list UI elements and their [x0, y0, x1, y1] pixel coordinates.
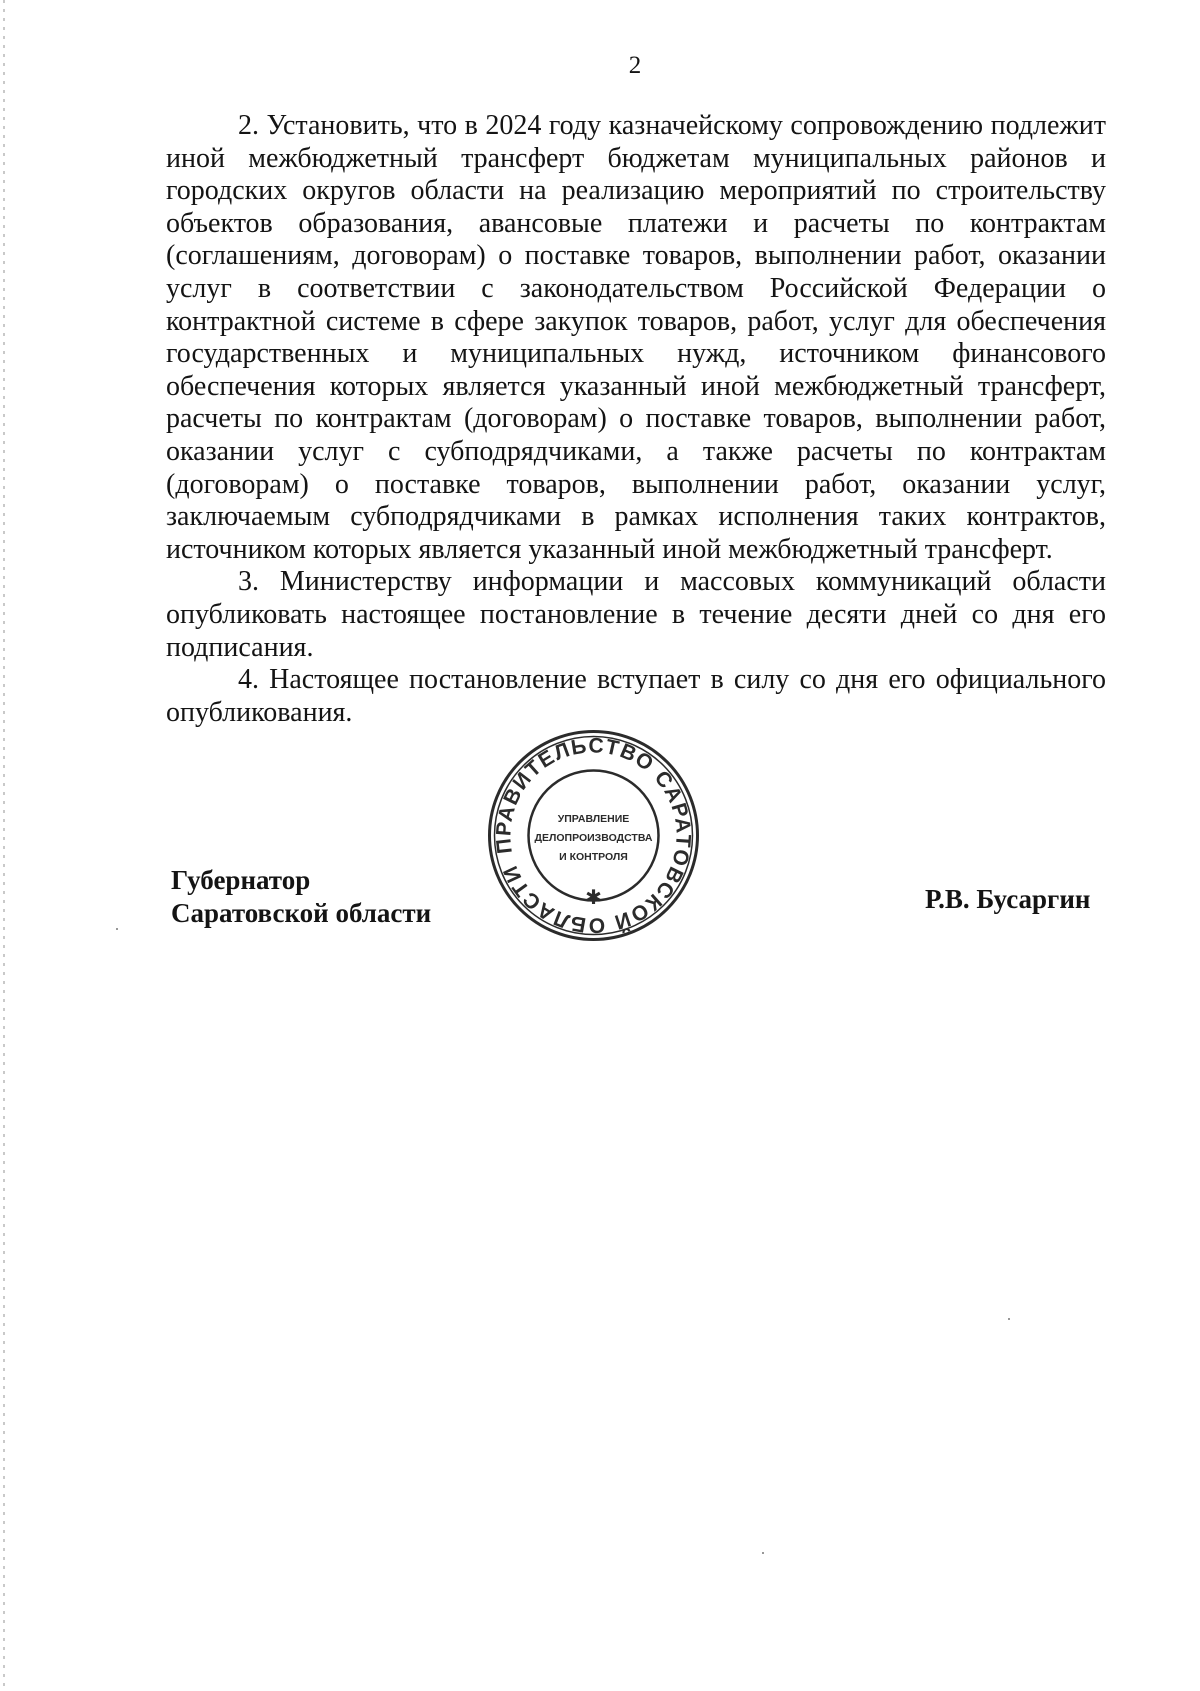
signatory-position: [171, 864, 431, 930]
scan-speck: [1008, 1318, 1010, 1320]
seal-inner-line-3: И КОНТРОЛЯ: [559, 851, 628, 863]
scan-edge: [3, 0, 5, 1691]
seal-inner-line-1: УПРАВЛЕНИЕ: [557, 813, 630, 825]
page-number: 2: [628, 52, 642, 79]
official-seal: [486, 728, 701, 943]
signatory-name: Р.В. Бусаргин: [925, 884, 1091, 914]
paragraph-3: 3. Министерству информации и массовых коммуникаций области опубликовать настоящее постановление в течение десяти дней со дня его подписания.: [166, 566, 1106, 663]
seal-star: ✱: [585, 885, 602, 909]
paragraph-2: 2. Установить, что в 2024 году казначейскому сопровождению подлежит иной межбюджетный трансферт бюджетам муниципальных районов и городских округов области на реализацию мероприятий по строительству объектов образования, авансовые платежи и расчеты по контрактам (соглашениям, договорам) о поставке товаров, выполнении работ, оказании услуг в соответствии с законодательством Российской Федерации о контрактной системе в сфере закупок товаров, работ, услуг для обеспечения государственных и муниципальных нужд, источником финансового обеспечения которых является указанный иной межбюджетный трансферт, расчеты по контрактам (договорам) о поставке товаров, выполнении работ, оказании услуг с субподрядчиками, а также расчеты по контрактам (договорам) о поставке товаров, выполнении работ, оказании услуг, заключаемым субподрядчиками в рамках исполнения таких контрактов, источником которых является указанный иной межбюджетный трансферт.: [166, 110, 1106, 565]
document-body: [166, 110, 1106, 729]
scan-speck: [762, 1552, 764, 1554]
seal-outer-text: ПРАВИТЕЛЬСТВО САРАТОВСКОЙ ОБЛАСТИ: [492, 734, 695, 937]
seal-inner-line-2: ДЕЛОПРОИЗВОДСТВА: [534, 832, 653, 844]
scan-speck: [116, 928, 118, 930]
position-line-1: Губернатор: [171, 865, 311, 895]
position-line-2: Саратовской области: [171, 898, 432, 928]
paragraph-4: 4. Настоящее постановление вступает в силу со дня его официального опубликования.: [166, 664, 1106, 728]
